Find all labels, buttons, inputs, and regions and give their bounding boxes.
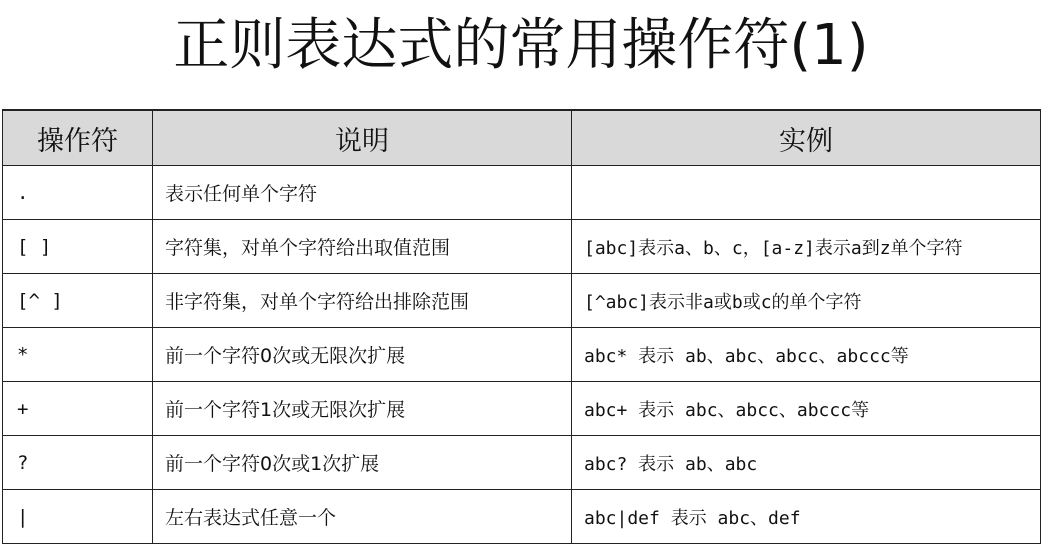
example-cell: abc? 表示 ab、abc <box>572 436 1041 490</box>
header-description: 说明 <box>153 110 572 166</box>
example-cell: [^abc]表示非a或b或c的单个字符 <box>572 274 1041 328</box>
operators-table <box>2 109 1041 544</box>
example-cell: [abc]表示a、b、c，[a-z]表示a到z单个字符 <box>572 220 1041 274</box>
table-row <box>3 328 1041 382</box>
operator-cell: | <box>3 490 153 544</box>
header-row <box>3 110 1041 166</box>
header-operator: 操作符 <box>3 110 153 166</box>
table-row <box>3 166 1041 220</box>
table-row <box>3 490 1041 544</box>
operator-cell: ? <box>3 436 153 490</box>
example-cell: abc|def 表示 abc、def <box>572 490 1041 544</box>
operator-cell: * <box>3 328 153 382</box>
operator-cell: [ ] <box>3 220 153 274</box>
description-cell: 左右表达式任意一个 <box>153 490 572 544</box>
description-cell: 前一个字符0次或无限次扩展 <box>153 328 572 382</box>
description-cell: 前一个字符0次或1次扩展 <box>153 436 572 490</box>
table-row <box>3 382 1041 436</box>
description-cell: 字符集，对单个字符给出取值范围 <box>153 220 572 274</box>
example-cell: abc+ 表示 abc、abcc、abccc等 <box>572 382 1041 436</box>
example-cell: abc* 表示 ab、abc、abcc、abccc等 <box>572 328 1041 382</box>
table-row <box>3 220 1041 274</box>
table-body <box>3 166 1041 544</box>
table-header <box>3 110 1041 166</box>
description-cell: 表示任何单个字符 <box>153 166 572 220</box>
description-cell: 非字符集，对单个字符给出排除范围 <box>153 274 572 328</box>
description-cell: 前一个字符1次或无限次扩展 <box>153 382 572 436</box>
example-cell <box>572 166 1041 220</box>
header-example: 实例 <box>572 110 1041 166</box>
operator-cell: [^ ] <box>3 274 153 328</box>
operator-cell: . <box>3 166 153 220</box>
page-title: 正则表达式的常用操作符(1) <box>173 13 869 78</box>
table-row <box>3 436 1041 490</box>
operator-cell: + <box>3 382 153 436</box>
table-row <box>3 274 1041 328</box>
